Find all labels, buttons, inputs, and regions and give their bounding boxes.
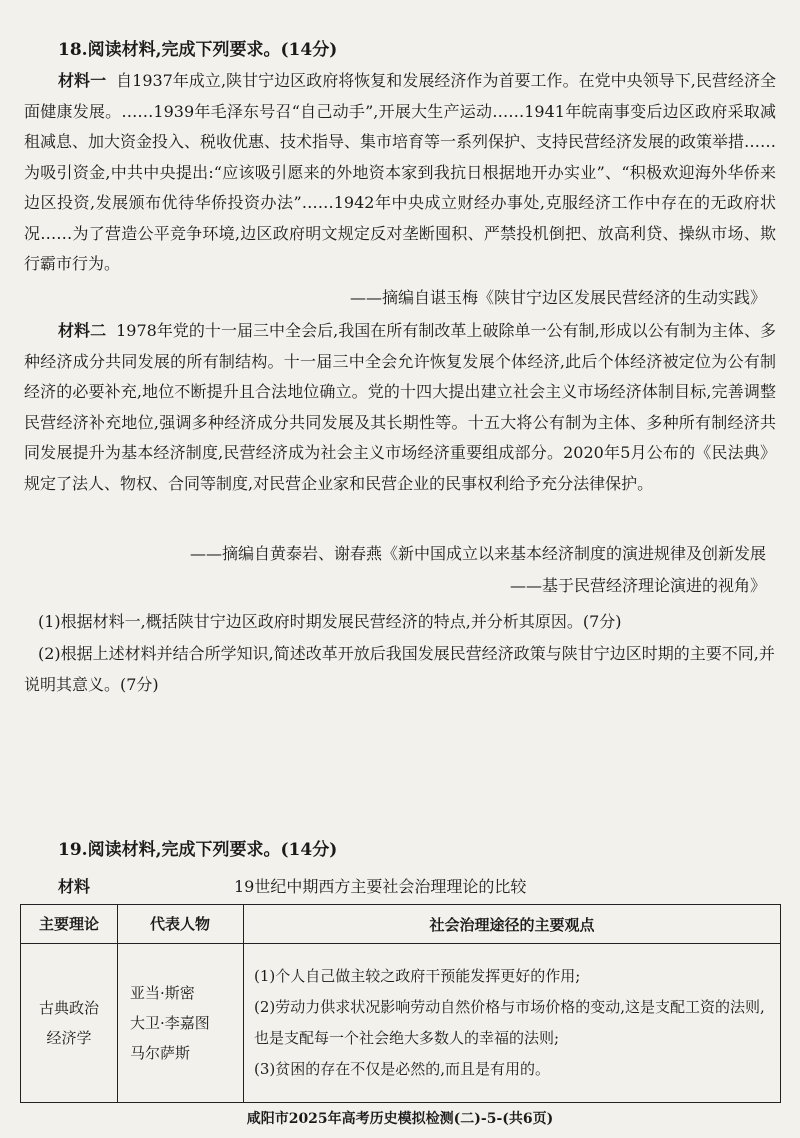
cell-theory: 古典政治 经济学 [21,944,118,1103]
material-1-label: 材料一 [58,71,107,90]
header-views: 社会治理途径的主要观点 [244,905,781,944]
header-theory: 主要理论 [21,905,118,944]
question-18-part-1: (1)根据材料一,概括陕甘宁边区政府时期发展民营经济的特点,并分析其原因。(7分) [38,612,622,631]
material-2-label: 材料二 [58,321,107,340]
material-1-text: 自1937年成立,陕甘宁边区政府将恢复和发展经济作为首要工作。在党中央领导下,民营经济全面健康发展。……1939年毛泽东号召“自己动手”,开展大生产运动……1941年皖南事变后边区政府采取减租减息、加大资金投入、税收优惠、技术指导、集市培育等一系列保护、支持民营经济发展的政策举措……为吸引资金,中共中央提出:“应该吸引愿来的外地资本家到我抗日根据地开办实业”、“积极欢迎海外华侨来边区投资,发展颁布优待华侨投资办法”……1942年中央成立财经办事处,克服经济工作中存在的无政府状况……为了营造公平竞争环境,边区政府明文规定反对垄断囤积、严禁投机倒把、放高利贷、操纵市场、欺行霸市行为。 [24,71,777,273]
comparison-table [20,904,781,1103]
material-2 [24,316,776,499]
cell-views [244,944,781,1103]
question-18-part-2: (2)根据上述材料并结合所学知识,简述改革开放后我国发展民营经济政策与陕甘宁边区时期的主要不同,并说明其意义。(7分) [24,644,775,694]
question-19-title: 19.阅读材料,完成下列要求。(14分) [58,840,338,860]
header-person: 代表人物 [118,905,244,944]
person-ricardo: 大卫·李嘉图 [130,1014,210,1032]
question-19-material-label: 材料 [58,877,91,896]
person-smith: 亚当·斯密 [130,984,195,1002]
view-3: (3)贫困的存在不仅是必然的,而且是有用的。 [254,1060,551,1078]
material-2-source-line2: ——基于民营经济理论演进的视角》 [509,576,766,595]
view-1: (1)个人自己做主较之政府干预能发挥更好的作用; [254,967,581,985]
cell-persons [118,944,244,1103]
material-1 [24,66,776,280]
material-1-source: ——摘编自谌玉梅《陕甘宁边区发展民营经济的生动实践》 [349,288,766,307]
table-title: 19世纪中期西方主要社会治理理论的比较 [234,877,527,896]
person-malthus: 马尔萨斯 [130,1044,191,1062]
page-footer: 咸阳市2025年高考历史模拟检测(二)-5-(共6页) [246,1111,554,1127]
view-2: (2)劳动力供求状况影响劳动自然价格与市场价格的变动,这是支配工资的法则,也是支配每一个社会绝大多数人的幸福的法则; [254,998,765,1047]
table-header-row [21,905,781,944]
table-row [21,944,781,1103]
material-2-source-line1: ——摘编自黄泰岩、谢春燕《新中国成立以来基本经济制度的演进规律及创新发展 [189,544,766,563]
question-18-title: 18.阅读材料,完成下列要求。(14分) [58,40,338,60]
question-19-material-row [58,874,758,900]
material-2-text: 1978年党的十一届三中全会后,我国在所有制改革上破除单一公有制,形成以公有制为主体、多种经济成分共同发展的所有制结构。十一届三中全会允许恢复发展个体经济,此后个体经济被定位为公有制经济的必要补充,地位不断提升且合法地位确立。党的十四大提出建立社会主义市场经济体制目标,完善调整民营经济补充地位,强调多种经济成分共同发展及其长期性等。十五大将公有制为主体、多种所有制经济共同发展提升为基本经济制度,民营经济成为社会主义市场经济重要组成部分。2020年5月公布的《民法典》规定了法人、物权、合同等制度,对民营企业家和民营企业的民事权利给予充分法律保护。 [24,321,776,493]
